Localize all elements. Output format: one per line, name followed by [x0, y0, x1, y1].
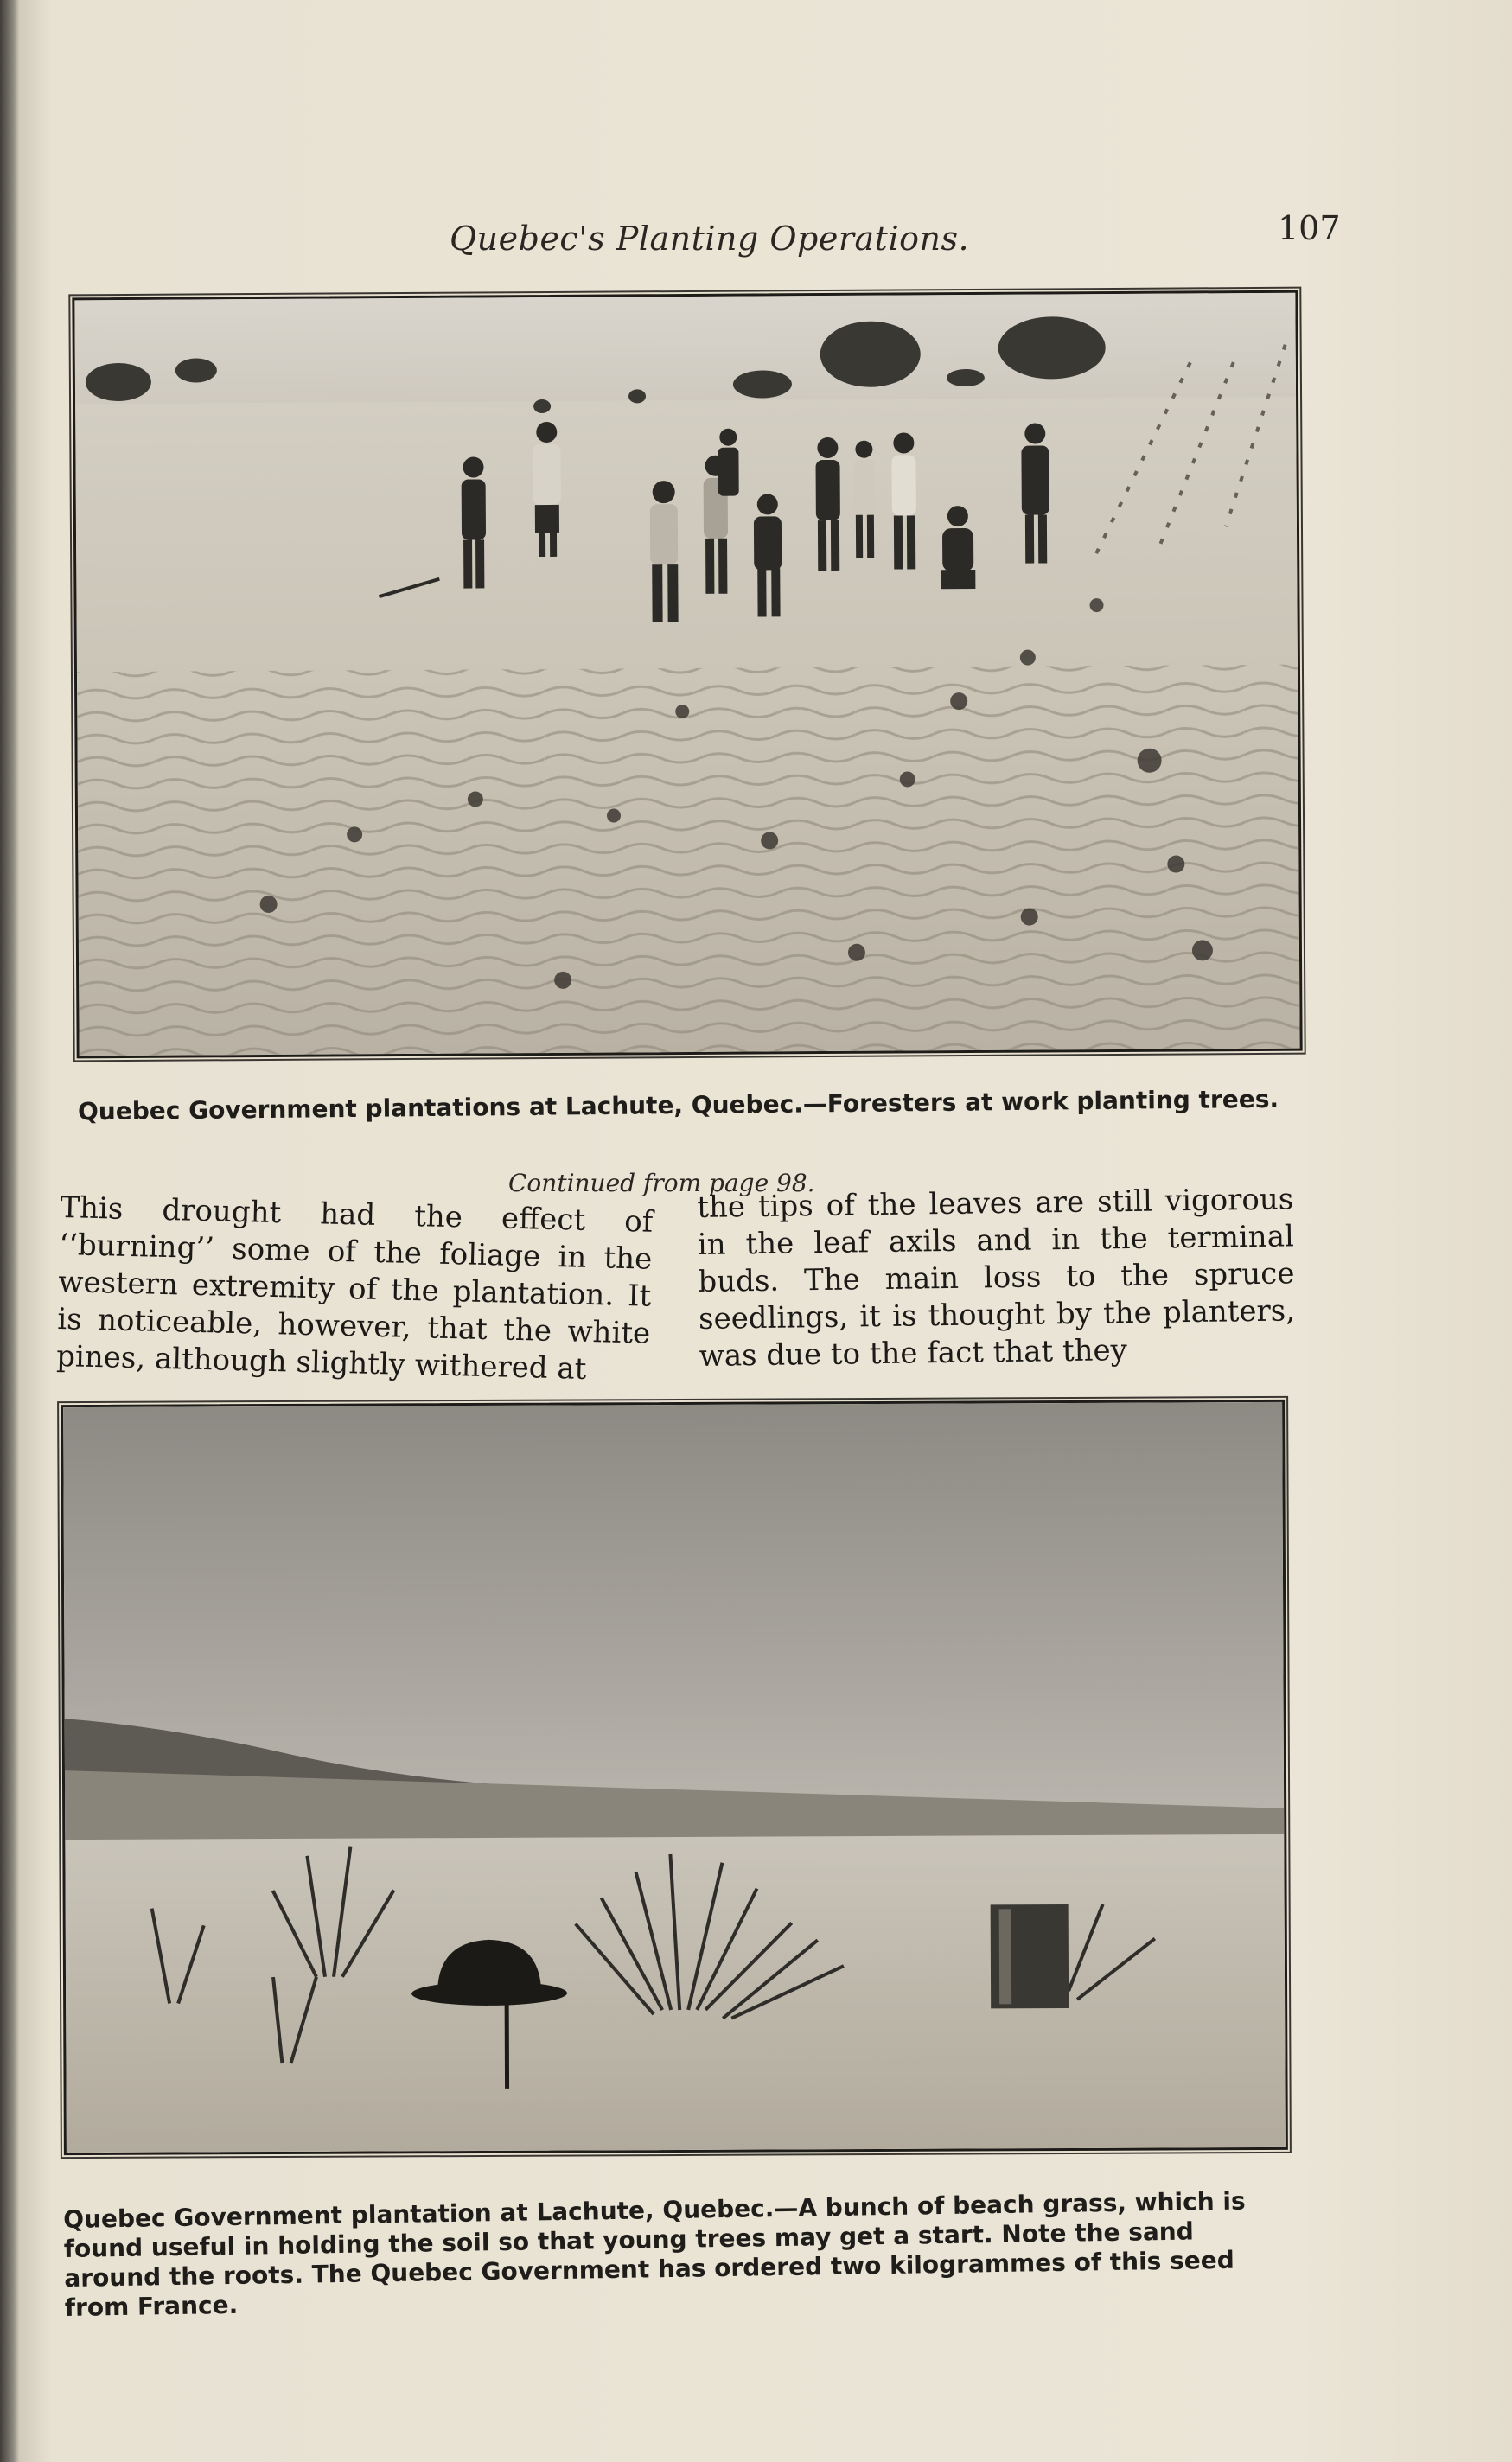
figure-caption-2: Quebec Government plantation at Lachute, Quebec.—A bunch of beach grass, which is found useful in holding the soil so that young trees may get a start. Note the sand around the roots. The Quebec Government has ordered two kilogrammes of this seed from France. [63, 2186, 1246, 2322]
book-gutter [0, 0, 19, 2462]
photo-foresters-planting [72, 290, 1302, 1059]
photo-beach-grass [61, 1400, 1288, 2155]
article-text-left: This drought had the effect of ‘‘burning’’ some of the foliage in the western extremity of the plantation. It is noticeable, however, that the white pines, although slightly withered at [55, 1190, 654, 1387]
article-column-right [697, 1181, 1296, 1375]
figure-caption-1: Quebec Government plantations at Lachute, Quebec.—Foresters at work planting trees. [77, 1084, 1279, 1126]
article-column-left [56, 1190, 654, 1390]
article-text-right: the tips of the leaves are still vigorous in the leaf axils and in the terminal buds. The main loss to the spruce seedlings, it is thought by the planters, was due to the fact that they [697, 1182, 1296, 1374]
running-title: Quebec's Planting Operations. [450, 220, 970, 258]
continued-note: Continued from page 98. [508, 1169, 815, 1197]
page-number: 107 [1278, 209, 1341, 247]
photo-beach-grass-image [63, 1402, 1286, 2153]
photo-foresters-planting-image [74, 293, 1299, 1056]
